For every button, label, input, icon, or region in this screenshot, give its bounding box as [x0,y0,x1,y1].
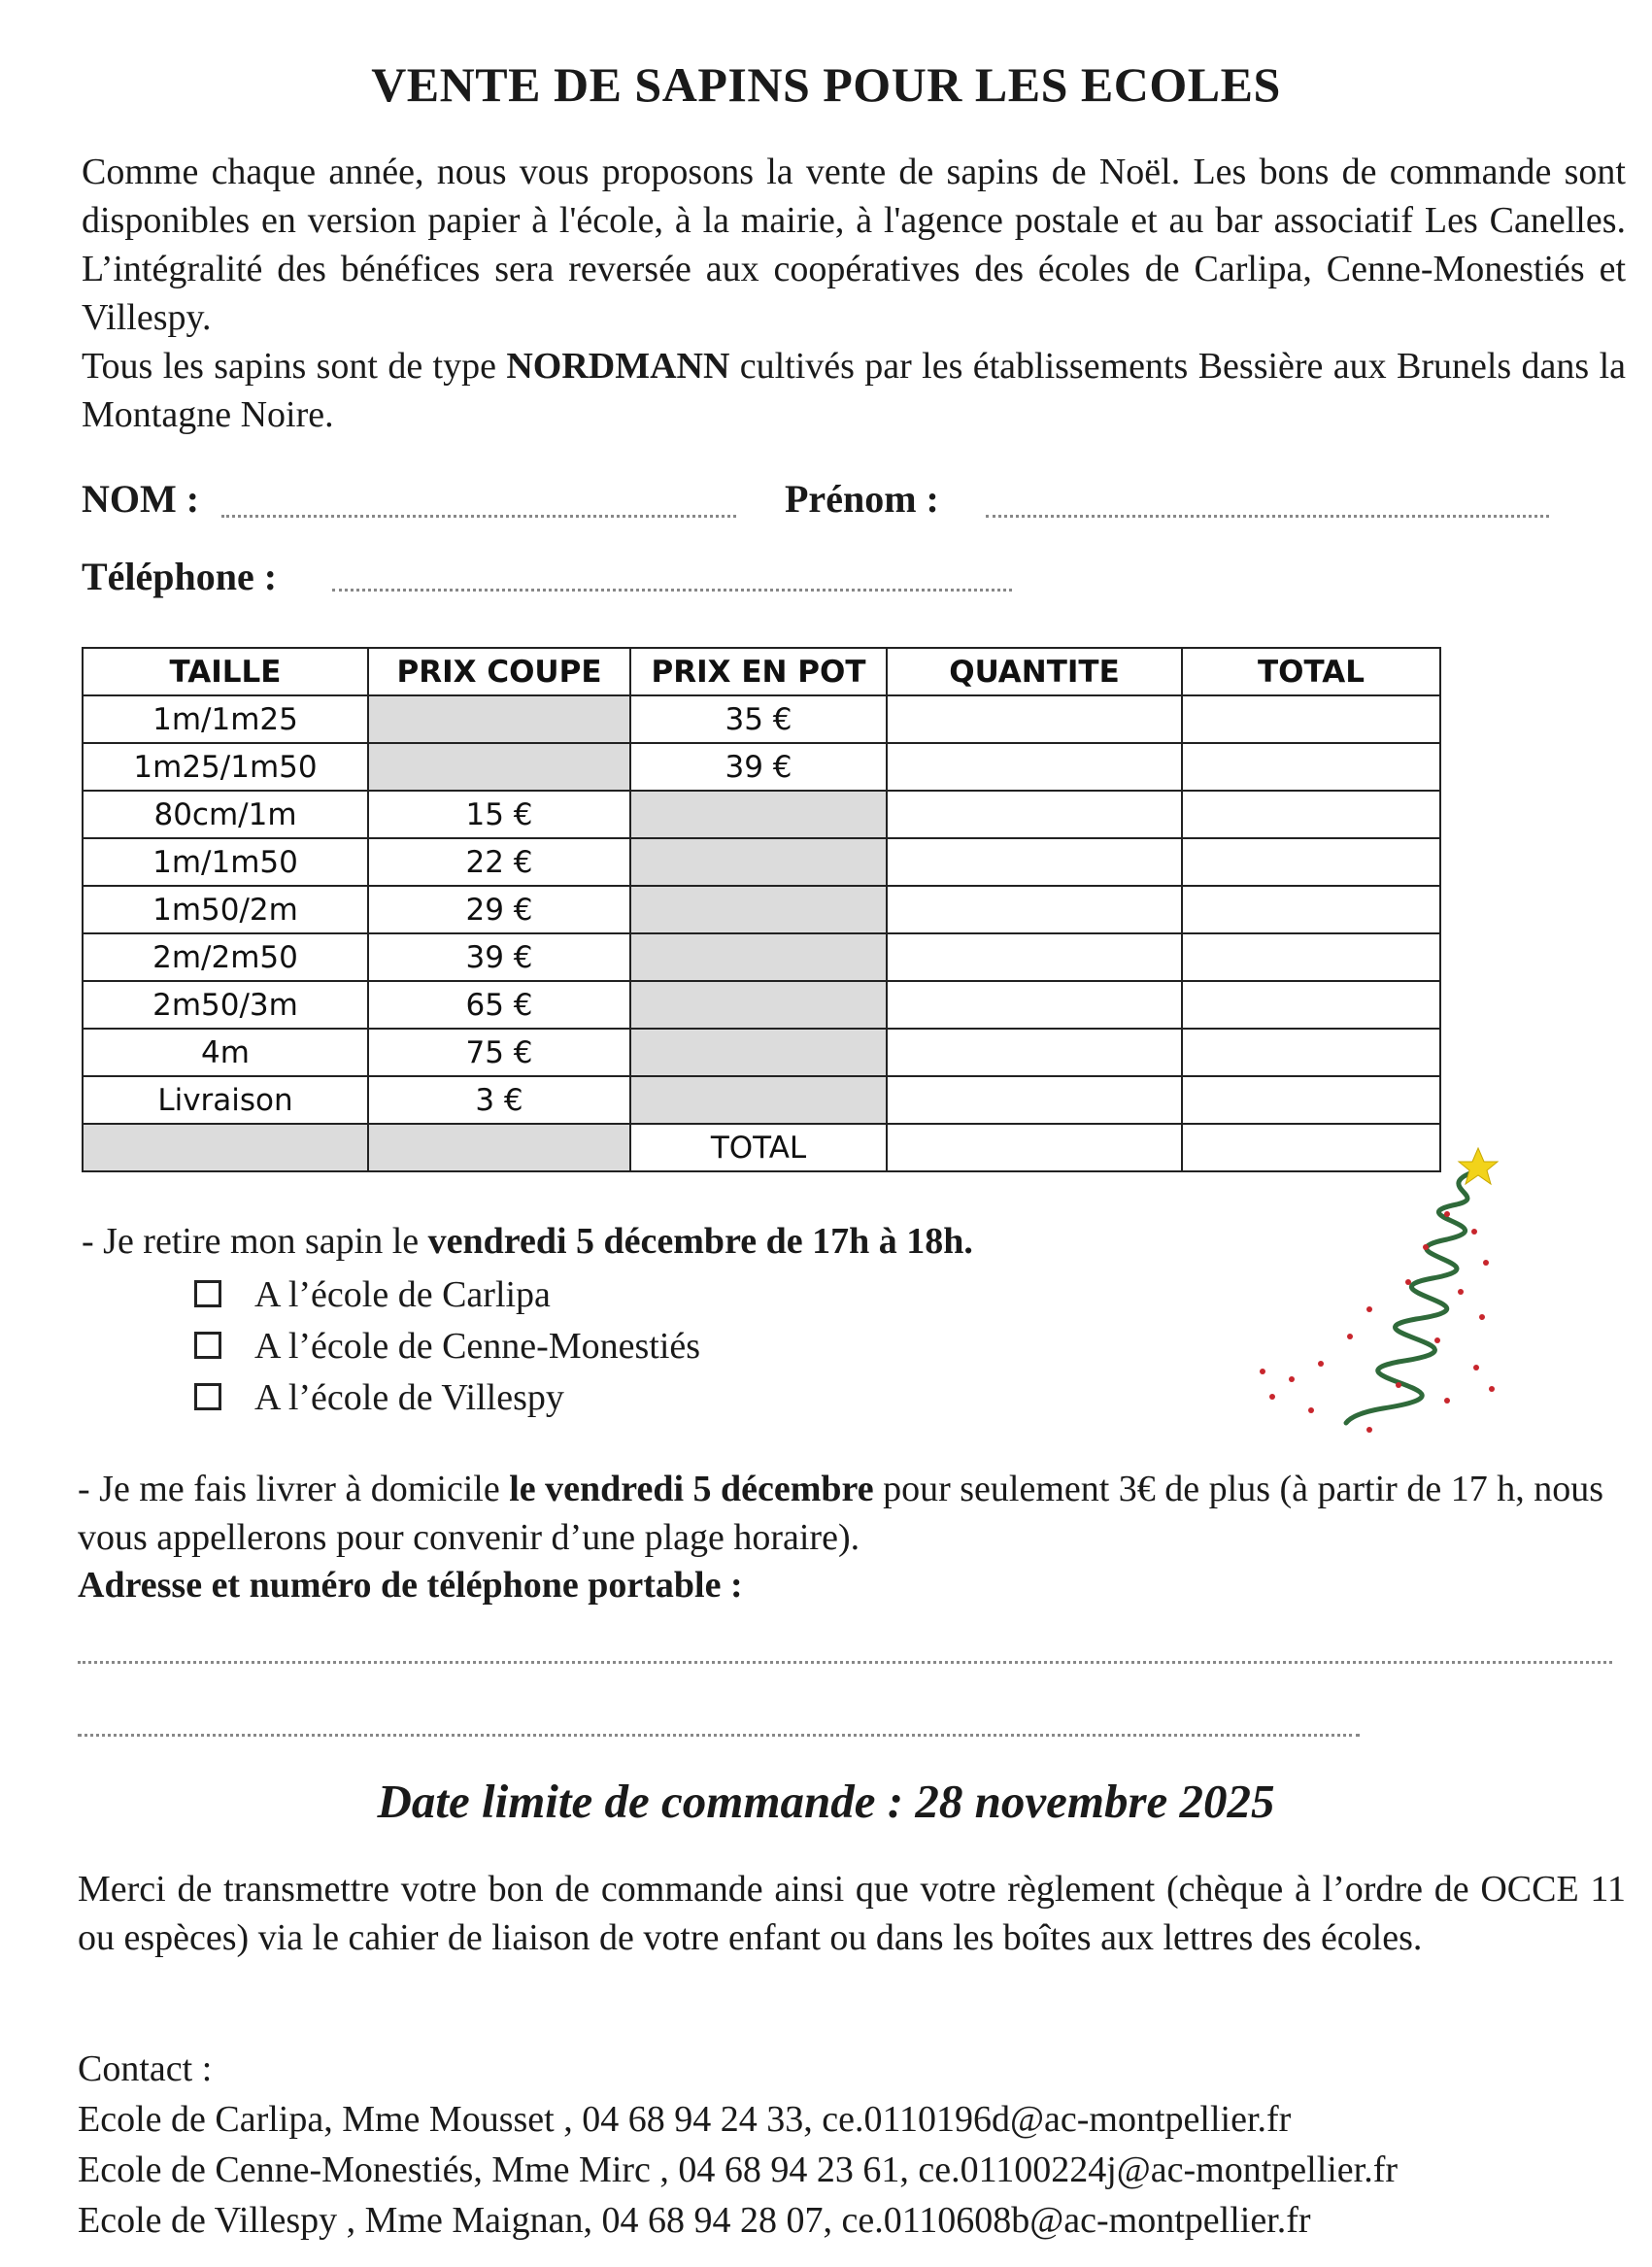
table-row [83,1076,1440,1124]
size-cell: Livraison [83,1076,368,1124]
quantity-cell[interactable] [887,1029,1182,1076]
address-line-2[interactable] [78,1734,1360,1737]
price-pot-cell [630,1076,887,1124]
intro-paragraph-1: Comme chaque année, nous vous proposons la vente de sapins de Noël. Les bons de commande sont disponibles en version papier à l'école, à la mairie, à l'agence postale et au bar associatif Les Canelles. L’intégralité des bénéfices sera reversée aux coopératives des écoles de Carlipa, Cenne-Monestiés et Villespy. [82,152,1626,338]
intro-text-part: cultivés par les établissements Bessière aux Brunels dans la Montagne Noire. [82,346,1626,435]
pickup-option-cenne[interactable] [194,1325,700,1368]
header-total: TOTAL [1182,648,1440,695]
price-pot-cell [630,981,887,1029]
price-cut-cell: 22 € [368,838,630,886]
quantity-cell[interactable] [887,695,1182,743]
payment-instructions: Merci de transmettre votre bon de commande ainsi que votre règlement (chèque à l’ordre de OCCE 11 ou espèces) via le cahier de liaison de votre enfant ou dans les boîtes aux lettres des écoles. [78,1869,1626,1958]
christmas-tree-icon [1253,1146,1505,1438]
quantity-cell[interactable] [887,838,1182,886]
price-pot-cell [630,838,887,886]
order-deadline: Date limite de commande : 28 novembre 2025 [377,1775,1275,1828]
size-cell: 1m25/1m50 [83,743,368,791]
price-cut-cell: 65 € [368,981,630,1029]
price-cut-cell: 75 € [368,1029,630,1076]
telephone-label: Téléphone : [82,555,278,598]
pickup-date: vendredi 5 décembre de 17h à 18h. [427,1221,973,1262]
checkbox-icon[interactable] [194,1280,221,1307]
price-pot-cell: 35 € [630,695,887,743]
empty-cell [368,1124,630,1171]
option-label: A l’école de Carlipa [254,1274,551,1315]
pickup-intro [82,1220,973,1263]
empty-cell [83,1124,368,1171]
delivery-date: le vendredi 5 décembre [509,1469,874,1509]
telephone-field[interactable] [332,589,1012,592]
header-prix-coupe: PRIX COUPE [368,648,630,695]
pickup-option-villespy[interactable] [194,1376,564,1419]
price-pot-cell [630,886,887,933]
table-row [83,981,1440,1029]
table-header-row [83,648,1440,695]
table-row [83,1029,1440,1076]
intro-text [82,148,1626,439]
table-row [83,838,1440,886]
total-cell[interactable] [1182,886,1440,933]
nom-field[interactable] [221,515,736,518]
price-cut-cell [368,695,630,743]
price-cut-cell: 29 € [368,886,630,933]
table-row [83,933,1440,981]
address-label: Adresse et numéro de téléphone portable : [78,1565,743,1606]
tree-type: NORDMANN [506,346,730,387]
size-cell: 2m/2m50 [83,933,368,981]
pickup-text: - Je retire mon sapin le [82,1221,428,1262]
checkbox-icon[interactable] [194,1383,221,1410]
option-label: A l’école de Cenne-Monestiés [254,1326,701,1367]
intro-paragraph-2 [82,342,1626,439]
size-cell: 1m/1m25 [83,695,368,743]
address-line-1[interactable] [78,1661,1612,1664]
price-cut-cell [368,743,630,791]
page-title: VENTE DE SAPINS POUR LES ECOLES [371,57,1281,112]
checkbox-icon[interactable] [194,1332,221,1359]
price-pot-cell [630,933,887,981]
size-cell: 1m50/2m [83,886,368,933]
total-cell[interactable] [1182,743,1440,791]
table-row [83,695,1440,743]
price-cut-cell: 15 € [368,791,630,838]
table-row [83,743,1440,791]
size-cell: 80cm/1m [83,791,368,838]
contact-line-cenne: Ecole de Cenne-Monestiés, Mme Mirc , 04 68 94 23 61, ce.01100224j@ac-montpellier.fr [78,2149,1399,2190]
quantity-cell[interactable] [887,743,1182,791]
quantity-cell[interactable] [887,886,1182,933]
option-label: A l’école de Villespy [254,1377,564,1418]
delivery-text-part: pour seulement 3€ de plus (à partir de 17 h, nous vous appellerons pour convenir d’une plage horaire). [78,1469,1603,1558]
delivery-text [78,1465,1622,1562]
price-pot-cell [630,791,887,838]
total-cell[interactable] [1182,791,1440,838]
delivery-text-part: - Je me fais livrer à domicile [78,1469,510,1509]
quantity-cell[interactable] [887,933,1182,981]
total-cell[interactable] [1182,1076,1440,1124]
contact-line-villespy: Ecole de Villespy , Mme Maignan, 04 68 94 28 07, ce.0110608b@ac-montpellier.fr [78,2200,1311,2241]
quantity-cell[interactable] [887,791,1182,838]
size-cell: 1m/1m50 [83,838,368,886]
prenom-field[interactable] [986,515,1549,518]
price-table [82,647,1441,1172]
total-cell[interactable] [1182,838,1440,886]
total-quantity-cell[interactable] [887,1124,1182,1171]
total-cell[interactable] [1182,695,1440,743]
total-cell[interactable] [1182,933,1440,981]
header-prix-en-pot: PRIX EN POT [630,648,887,695]
header-taille: TAILLE [83,648,368,695]
size-cell: 4m [83,1029,368,1076]
total-cell[interactable] [1182,1029,1440,1076]
table-total-row [83,1124,1440,1171]
contact-line-carlipa: Ecole de Carlipa, Mme Mousset , 04 68 94 24 33, ce.0110196d@ac-montpellier.fr [78,2099,1292,2140]
header-quantite: QUANTITE [887,648,1182,695]
price-pot-cell [630,1029,887,1076]
pickup-option-carlipa[interactable] [194,1273,551,1316]
price-cut-cell: 39 € [368,933,630,981]
price-pot-cell: 39 € [630,743,887,791]
quantity-cell[interactable] [887,981,1182,1029]
price-cut-cell: 3 € [368,1076,630,1124]
prenom-label: Prénom : [785,477,939,521]
size-cell: 2m50/3m [83,981,368,1029]
contact-label: Contact : [78,2048,213,2089]
nom-label: NOM : [82,477,200,521]
total-label-cell: TOTAL [630,1124,887,1171]
intro-text-part: Tous les sapins sont de type [82,346,507,387]
total-cell[interactable] [1182,981,1440,1029]
table-row [83,886,1440,933]
quantity-cell[interactable] [887,1076,1182,1124]
table-row [83,791,1440,838]
